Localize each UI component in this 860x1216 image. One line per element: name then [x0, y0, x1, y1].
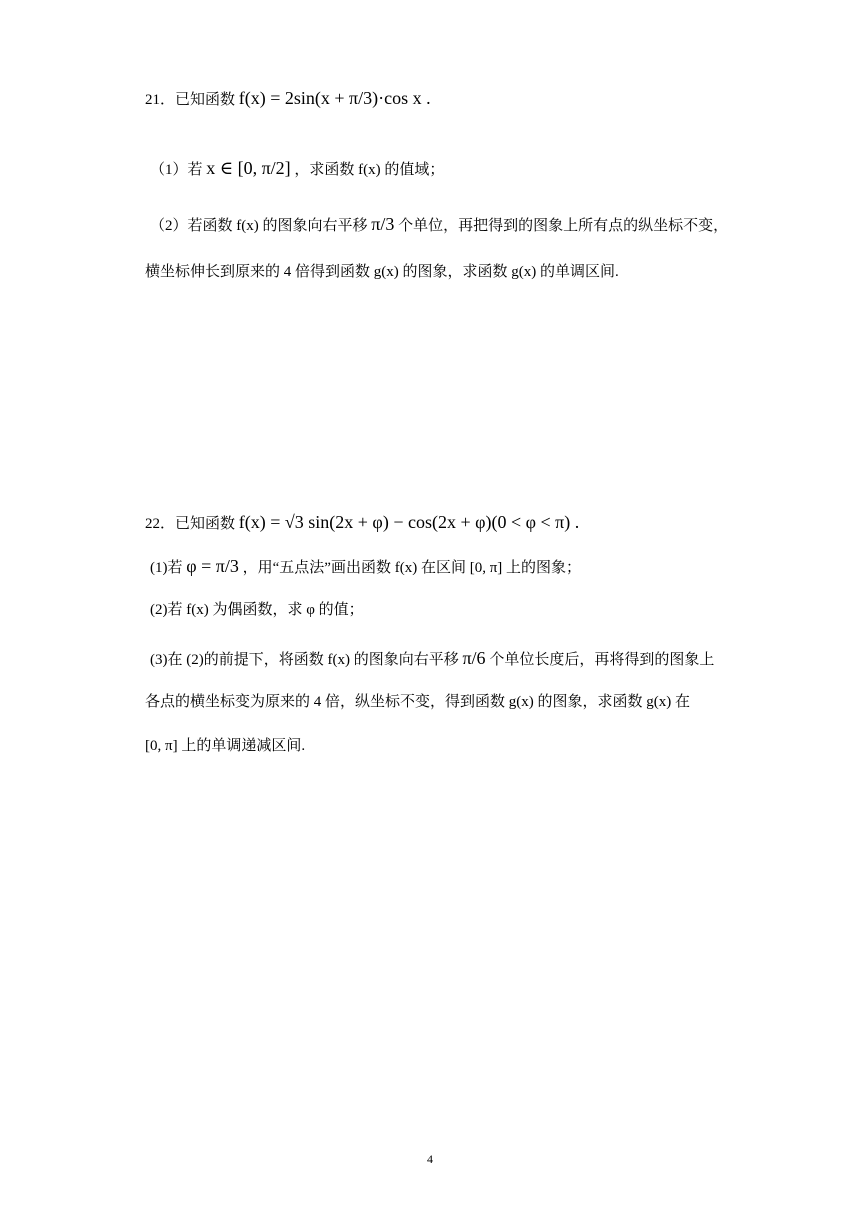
problem-22-part-1 [150, 556, 581, 578]
page-number: 4 [427, 1152, 433, 1166]
problem-22-statement [145, 512, 579, 534]
problem-22-part-3-line-2: 各点的横坐标变为原来的 4 倍，纵坐标不变，得到函数 g(x) 的图象，求函数 g(x) 在 [145, 694, 690, 710]
problem-21-part-1 [150, 158, 444, 180]
problem-22-part-3-line-3: [0, π] 上的单调递减区间. [145, 738, 306, 754]
problem-22-formula: f(x) = √3 sin(2x + φ) − cos(2x + φ)(0 < φ < π) . [238, 512, 580, 532]
problem-21-header: 21．已知函数 [145, 92, 236, 108]
problem-22-header: 22．已知函数 [145, 516, 236, 532]
problem-22-part-1-suffix: ，用“五点法”画出函数 f(x) 在区间 [0, π] 上的图象； [242, 560, 582, 576]
problem-21-part-1-suffix: ，求函数 f(x) 的值域； [294, 162, 445, 178]
problem-21-part-1-condition: x ∈ [0, π/2] [206, 158, 291, 178]
problem-22-part-3-shift: π/6 [462, 648, 486, 668]
problem-21-statement [145, 88, 431, 110]
problem-22-part-3-line-1 [150, 648, 714, 670]
problem-21-part-2-text-a: （2）若函数 f(x) 的图象向右平移 [150, 218, 368, 234]
problem-22-part-3-text-a: (3)在 (2)的前提下，将函数 f(x) 的图象向右平移 [150, 652, 459, 668]
problem-21-part-2-shift: π/3 [371, 214, 395, 234]
problem-21-formula: f(x) = 2sin(x + π/3)·cos x . [238, 88, 431, 108]
problem-21-part-2-line-2: 横坐标伸长到原来的 4 倍得到函数 g(x) 的图象，求函数 g(x) 的单调区间. [145, 264, 619, 280]
problem-22-part-1-prefix: (1)若 [150, 560, 183, 576]
problem-22-part-2: (2)若 f(x) 为偶函数，求 φ 的值； [150, 602, 364, 618]
problem-21-part-1-prefix: （1）若 [150, 162, 203, 178]
problem-22-part-3-text-b: 个单位长度后，再将得到的图象上 [489, 652, 715, 668]
problem-21-part-2-text-b: 个单位，再把得到的图象上所有点的纵坐标不变， [398, 218, 729, 234]
problem-22-part-1-phi: φ = π/3 [186, 556, 239, 576]
problem-21-part-2-line-1 [150, 214, 728, 236]
